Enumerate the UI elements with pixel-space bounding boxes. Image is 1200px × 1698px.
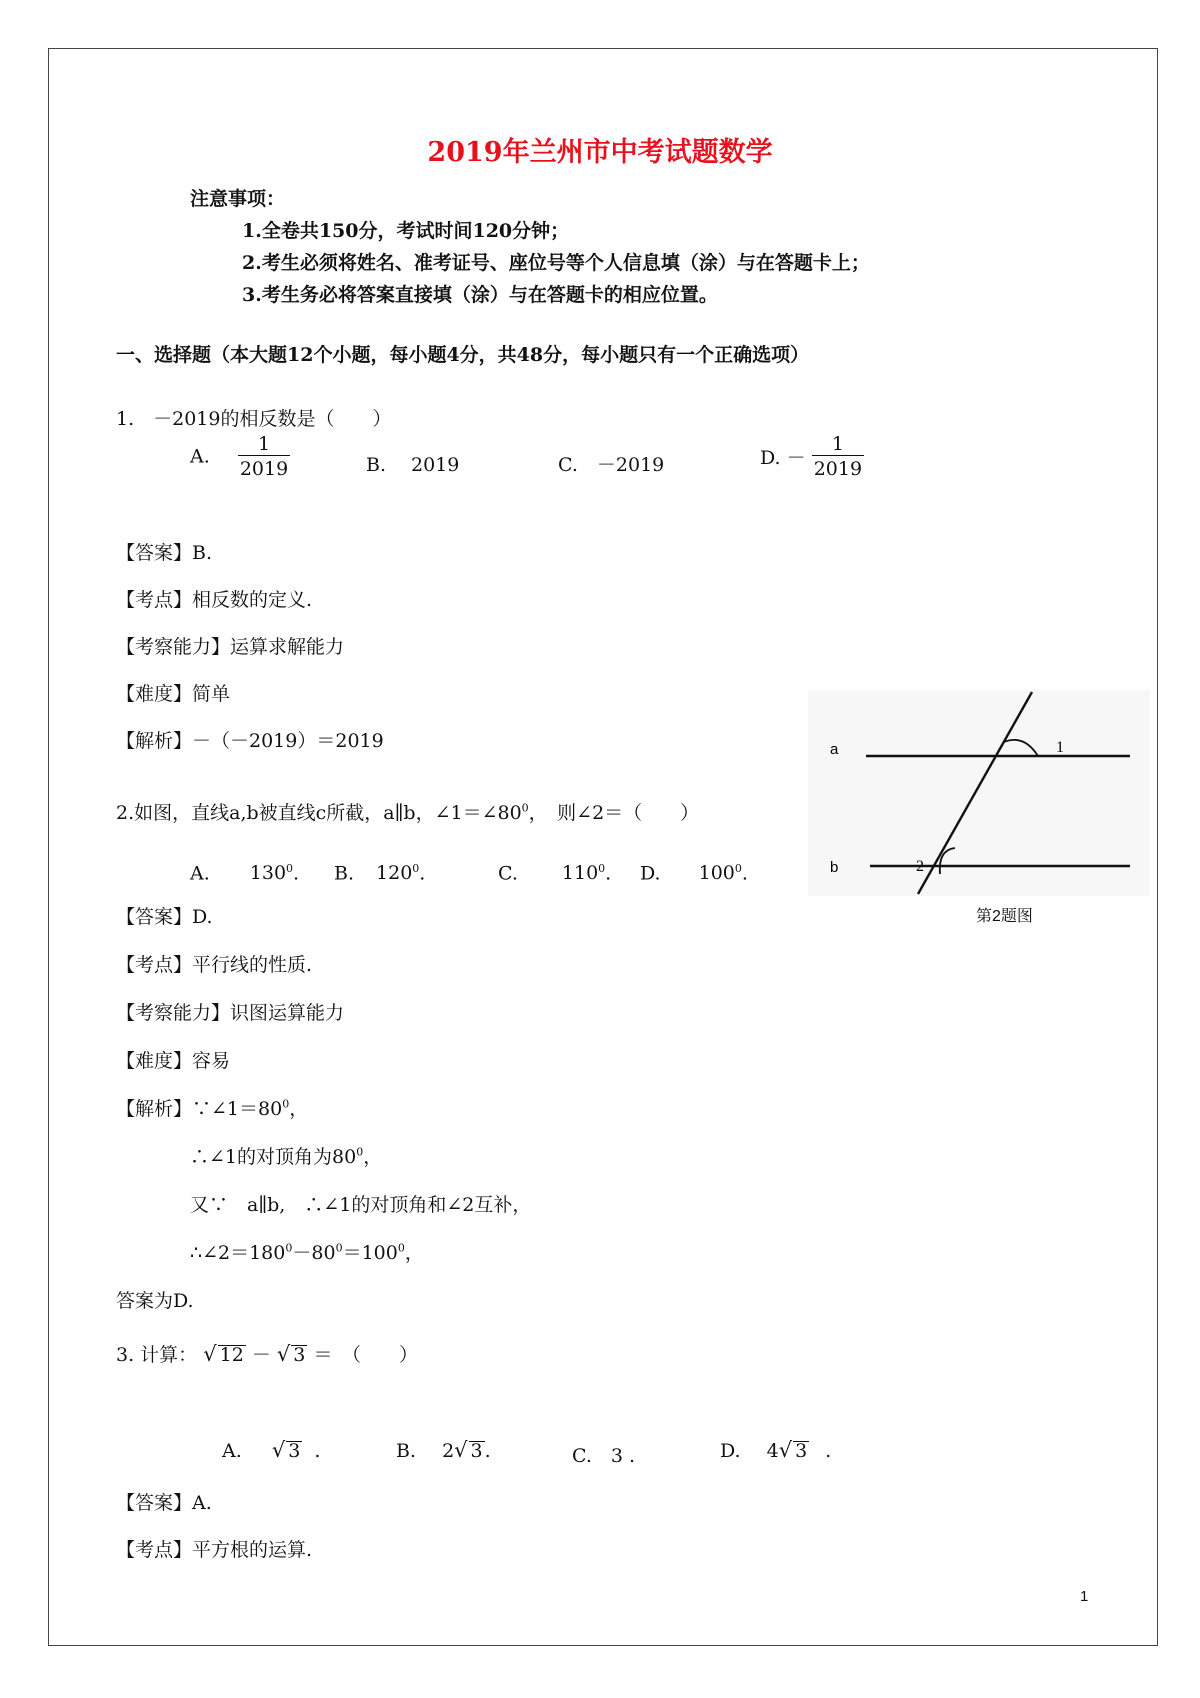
section-heading: 一、选择题（本大题12个小题，每小题4分，共48分，每小题只有一个正确选项） xyxy=(116,344,810,366)
q3-radicand-2: 3 xyxy=(293,1344,306,1366)
q2-option-d-value: 100 xyxy=(698,862,735,885)
q2-figure xyxy=(808,690,1150,896)
q2-option-a xyxy=(190,862,299,884)
q3-point: 【考点】平方根的运算. xyxy=(116,1539,313,1561)
q3-stem-end: ＝ （ ） xyxy=(313,1344,418,1366)
q2-difficulty: 【难度】容易 xyxy=(116,1050,231,1072)
q3-option-b-radical: √ xyxy=(454,1438,468,1462)
q2-option-a-degree: 0 xyxy=(286,862,294,875)
q3-radical-sign-2: √ xyxy=(276,1342,291,1366)
q1-analysis: 【解析】－（－2019）＝2019 xyxy=(116,730,384,752)
q3-option-a xyxy=(222,1438,320,1462)
q3-radicand-1: 12 xyxy=(219,1344,244,1366)
q1-option-a-denominator: 2019 xyxy=(238,455,290,480)
q2-analysis-line1 xyxy=(116,1094,308,1121)
q3-option-d-coefficient: 4 xyxy=(766,1440,779,1462)
q2-option-d-end: . xyxy=(741,862,748,885)
q3-minus: － xyxy=(251,1344,271,1366)
figure-caption: 第2题图 xyxy=(976,908,1033,925)
q1-option-a-fraction xyxy=(238,433,290,480)
q2-analysis-line2-text: ∴∠1的对顶角为80 xyxy=(190,1146,357,1168)
q1-option-a-label: A. xyxy=(190,445,210,468)
q2-analysis-line2-degree: 0 xyxy=(356,1145,364,1159)
q1-option-a-numerator: 1 xyxy=(257,433,271,455)
q3-answer: 【答案】A. xyxy=(116,1492,212,1514)
q2-answer: 【答案】D. xyxy=(116,906,213,928)
q1-ability: 【考察能力】运算求解能力 xyxy=(116,636,345,658)
q2-option-c-degree: 0 xyxy=(598,862,606,875)
q2-analysis-line1-degree: 0 xyxy=(282,1097,290,1111)
notice-item-1: 1.全卷共150分，考试时间120分钟； xyxy=(242,220,570,242)
q3-option-d-label: D. xyxy=(720,1440,741,1462)
figure-label-a: a xyxy=(830,741,839,758)
q3-option-d-end: . xyxy=(825,1440,832,1462)
q2-option-b xyxy=(334,862,425,884)
q1-option-d xyxy=(760,433,864,480)
q3-stem-text: 3. 计算： xyxy=(116,1344,198,1366)
q3-option-a-radical: √ xyxy=(271,1438,286,1462)
q2-stem-part1: 2.如图，直线a,b被直线c所截，a∥b，∠1＝∠80 xyxy=(116,802,522,824)
page-number: 1 xyxy=(1080,1588,1089,1605)
q2-option-a-value: 130 xyxy=(249,862,287,885)
q3-option-d-radicand: 3 xyxy=(795,1440,808,1462)
figure-label-b: b xyxy=(830,859,839,876)
q1-option-c: C. －2019 xyxy=(558,454,665,476)
q2-analysis-line1-end: ， xyxy=(289,1098,309,1120)
q1-option-d-numerator: 1 xyxy=(831,433,844,455)
q2-analysis-line4 xyxy=(190,1238,424,1265)
q3-option-b-radicand: 3 xyxy=(470,1440,483,1462)
q1-option-d-label: D. － xyxy=(760,447,806,469)
q2-option-a-label: A. xyxy=(190,862,210,885)
q1-option-b: B. 2019 xyxy=(366,454,460,476)
q1-stem: 1. －2019的相反数是（ ） xyxy=(116,408,392,430)
q3-option-b-label: B. xyxy=(396,1440,417,1462)
q3-option-c: C. 3 . xyxy=(572,1445,636,1467)
q2-option-c-end: . xyxy=(605,862,612,885)
q2-analysis-line4-end: ， xyxy=(404,1242,424,1264)
q3-option-a-end: . xyxy=(314,1440,321,1462)
q2-analysis-line1-text: 【解析】∵∠1＝80 xyxy=(116,1098,283,1120)
q2-option-c-value: 110 xyxy=(561,862,599,885)
q3-option-d-radical: √ xyxy=(778,1438,793,1462)
q1-option-a xyxy=(190,433,290,480)
q3-option-d xyxy=(720,1438,831,1462)
q1-option-d-denominator: 2019 xyxy=(812,455,864,480)
q2-stem-degree: 0 xyxy=(521,801,529,815)
q2-point: 【考点】平行线的性质. xyxy=(116,954,313,976)
q2-analysis-line3: 又∵ a∥b, ∴∠1的对顶角和∠2互补， xyxy=(190,1194,532,1216)
q2-option-d-label: D. xyxy=(640,862,661,885)
notice-item-3: 3.考生务必将答案直接填（涂）与在答题卡的相应位置。 xyxy=(242,284,718,306)
q2-option-b-label: B. xyxy=(334,862,355,885)
page-title: 2019年兰州市中考试题数学 xyxy=(427,137,773,168)
q1-difficulty: 【难度】简单 xyxy=(116,683,231,705)
q3-stem xyxy=(116,1340,418,1367)
q2-option-d-degree: 0 xyxy=(734,862,742,875)
q3-option-a-radicand: 3 xyxy=(288,1440,301,1462)
q3-radical-sign-1: √ xyxy=(203,1342,217,1366)
q2-analysis-line4-degree2: 0 xyxy=(335,1241,343,1255)
figure-angle-1: 1 xyxy=(1056,739,1064,756)
q2-analysis-line4-degree3: 0 xyxy=(397,1241,405,1255)
q2-stem xyxy=(116,798,699,825)
q2-conclusion: 答案为D. xyxy=(116,1290,194,1312)
q3-option-a-label: A. xyxy=(222,1440,242,1462)
q2-analysis-line4-part3: ＝100 xyxy=(342,1242,398,1264)
q2-option-b-value: 120 xyxy=(376,862,413,885)
figure-angle-2: 2 xyxy=(916,858,924,875)
q2-analysis-line2 xyxy=(190,1142,382,1169)
q2-option-c xyxy=(498,862,611,884)
q1-point: 【考点】相反数的定义. xyxy=(116,589,313,611)
q1-answer: 【答案】B. xyxy=(116,542,213,564)
q2-analysis-line4-degree1: 0 xyxy=(285,1241,293,1255)
q2-analysis-line4-part2: －80 xyxy=(292,1242,336,1264)
q3-option-b-end: . xyxy=(484,1440,491,1462)
q2-option-c-label: C. xyxy=(498,862,518,885)
q2-option-b-end: . xyxy=(419,862,426,885)
q1-option-d-fraction xyxy=(812,433,864,480)
notice-item-2: 2.考生必须将姓名、准考证号、座位号等个人信息填（涂）与在答题卡上； xyxy=(242,252,870,274)
q2-analysis-line4-part1: ∴∠2＝180 xyxy=(190,1242,286,1264)
q2-analysis-line2-end: ， xyxy=(363,1146,383,1168)
q3-option-b-coefficient: 2 xyxy=(442,1440,455,1462)
q2-ability: 【考察能力】识图运算能力 xyxy=(116,1002,345,1024)
q2-option-d xyxy=(640,862,748,884)
q2-stem-part2: ， 则∠2＝（ ） xyxy=(528,802,700,824)
q3-option-b xyxy=(396,1438,491,1462)
q2-option-a-end: . xyxy=(293,862,300,885)
q2-option-b-degree: 0 xyxy=(412,862,420,875)
notice-heading: 注意事项： xyxy=(190,188,286,210)
